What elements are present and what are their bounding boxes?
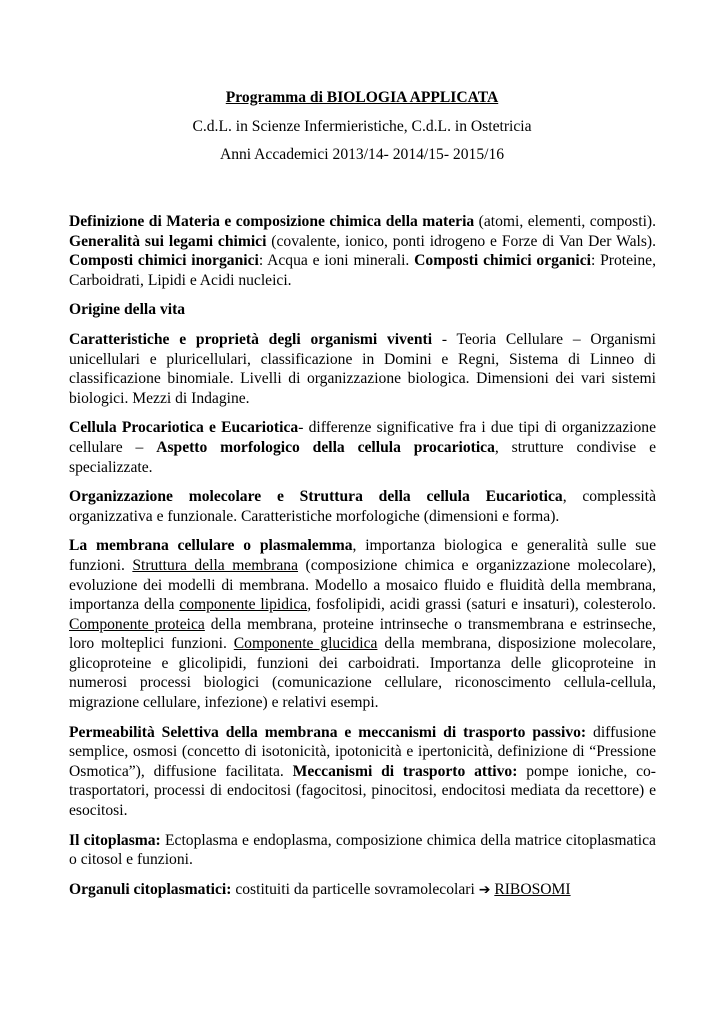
academic-years: Anni Accademici 2013/14- 2014/15- 2015/16: [219, 146, 505, 164]
text-segment: - Teoria Cellulare – Organismi unicellulari e pluricellulari, classificazione in Domini e Regni, Sistema di Linneo di classificazione binomiale. Livelli di organizzazione biologica. Dimensioni dei vari sistemi biologici. Mezzi di Indagine.: [69, 330, 656, 407]
text-segment: (composizione chimica e organizzazione molecolare), evoluzione dei modelli di membrana. Modello a mosaico fluido e fluidità della membrana, importanza della: [69, 556, 656, 614]
heading-organic-compounds: Composti chimici organici: [414, 252, 591, 270]
underlined-membrane-structure: Struttura della membrana: [132, 556, 299, 574]
heading-active-transport: Meccanismi di trasporto attivo:: [292, 762, 518, 780]
underlined-lipid-component: componente lipidica: [179, 596, 308, 614]
text-segment: , fosfolipidi, acidi grassi (saturi e insaturi), colesterolo.: [307, 596, 656, 614]
heading-passive-transport: Permeabilità Selettiva della membrana e meccanismi di trasporto passivo:: [69, 723, 587, 741]
paragraph-cytoplasm: [69, 831, 656, 870]
text-segment: Ectoplasma e endoplasma, composizione chimica della matrice citoplasmatica o citosol e funzioni.: [69, 831, 656, 869]
document-body: [69, 212, 656, 910]
heading-cytoplasm: Il citoplasma:: [69, 831, 161, 849]
text-segment: costituiti da particelle sovramolecolari: [231, 880, 479, 898]
text-segment: , importanza biologica e generalità sulle sue funzioni.: [69, 537, 657, 574]
text-segment: (covalente, ionico, ponti idrogeno e Forze di Van Der Wals).: [266, 232, 656, 250]
paragraph-eukaryotic-structure: [69, 487, 656, 526]
heading-cell-membrane: La membrana cellulare o plasmalemma: [69, 537, 353, 555]
text-segment: pompe ioniche, co-trasportatori, processi di endocitosi (fagocitosi, pinocitosi, endocitosi mediata da recettore) e esocitosi.: [69, 762, 656, 820]
text-segment: della membrana, proteine intrinseche o transmembrana e estrinseche, loro molteplici funzioni.: [69, 615, 656, 653]
underlined-ribosomes: RIBOSOMI: [494, 880, 571, 898]
heading-prokaryotic-eukaryotic: Cellula Procariotica e Eucariotica: [69, 419, 299, 437]
document-header: [0, 88, 724, 174]
text-segment: della membrana, disposizione molecolare, glicoproteine e glicolipidi, funzioni dei carboidrati. Importanza delle glicoproteine in numerosi processi biologici (comunicazione cellulare, riconoscimento cellula-cellula, migrazione cellulare, infezione) e relativi esempi.: [69, 635, 656, 712]
text-segment: : Proteine, Carboidrati, Lipidi e Acidi nucleici.: [69, 252, 656, 289]
arrow-right-icon: ➔: [478, 881, 491, 898]
paragraph-living-organisms: [69, 330, 656, 408]
text-segment: , strutture condivise e specializzate.: [69, 438, 656, 476]
text-segment: : Acqua e ioni minerali.: [258, 252, 415, 270]
heading-origin-of-life: Origine della vita: [69, 301, 186, 319]
heading-organelles: Organuli citoplasmatici:: [69, 880, 232, 898]
text-segment: diffusione semplice, osmosi (concetto di isotonicità, ipotonicità e ipertonicità, definizione di “Pressione Osmotica”), diffusione facilitata.: [69, 723, 656, 780]
paragraph-prokaryotic-eukaryotic: [69, 418, 656, 477]
heading-eukaryotic-structure: Organizzazione molecolare e Struttura della cellula Eucariotica: [69, 488, 563, 506]
paragraph-matter-composition: [69, 212, 656, 290]
paragraph-membrane-transport: [69, 723, 656, 821]
heading-matter-definition: Definizione di Materia e composizione chimica della materia: [69, 213, 475, 230]
text-segment: , complessità organizzativa e funzionale. Caratteristiche morfologiche (dimensioni e forma).: [69, 488, 656, 525]
heading-inorganic-compounds: Composti chimici inorganici: [69, 252, 259, 270]
text-segment: (atomi, elementi, composti).: [474, 213, 657, 230]
document-title: Programma di BIOLOGIA APPLICATA: [225, 89, 499, 106]
underlined-protein-component: Componente proteica: [69, 615, 205, 633]
text-segment: - differenze significative fra i due tipi di organizzazione cellulare –: [69, 419, 656, 456]
heading-prokaryotic-morphology: Aspetto morfologico della cellula procariotica: [156, 438, 495, 456]
heading-chemical-bonds: Generalità sui legami chimici: [69, 232, 267, 250]
degree-courses: C.d.L. in Scienze Infermieristiche, C.d.L. in Ostetricia: [192, 117, 532, 135]
heading-living-organisms: Caratteristiche e proprietà degli organismi viventi: [69, 330, 433, 348]
paragraph-origin-of-life: [69, 300, 656, 320]
paragraph-organelles: [69, 880, 656, 901]
underlined-glucidic-component: Componente glucidica: [233, 635, 378, 653]
paragraph-cell-membrane: [69, 536, 656, 712]
